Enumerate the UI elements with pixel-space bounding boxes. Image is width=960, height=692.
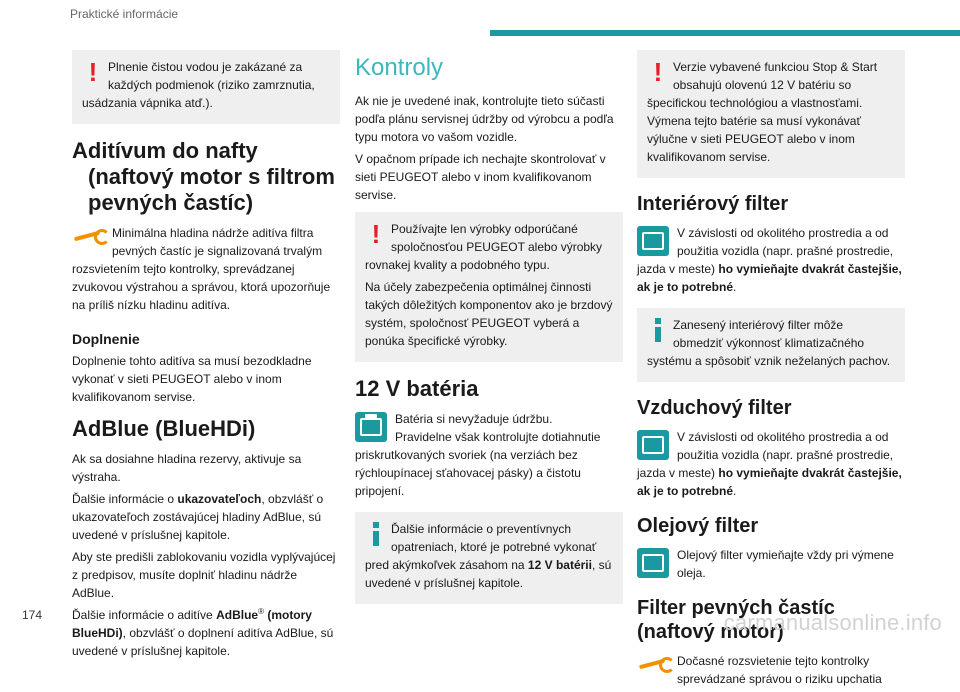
additive-section bbox=[72, 224, 340, 318]
additive-text: Minimálna hladina nádrže aditíva filtra pevných častíc je signalizovaná trvalým rozsvietením tejto kontrolky, sprevádzanej zvukovou výstrahou a správou, ktorá upozorňuje na príliš nízku hladinu aditíva. bbox=[72, 226, 331, 312]
warning-text-products-2: Na účely zabezpečenia optimálnej činnosti takých dôležitých komponentov ako je brzdový systém, spoločnosť PEUGEOT vyberá a ponúka špecifické výrobky. bbox=[365, 280, 613, 348]
cabin-filter-icon bbox=[637, 226, 671, 256]
warning-box-water bbox=[72, 50, 340, 124]
header-accent-bar bbox=[490, 30, 960, 36]
adblue-text-2: Ďalšie informácie o ukazovateľoch, obzvlášť o ukazovateľoch zostávajúcej hladiny AdBlue, sú uvedené v príslušnej kapitole. bbox=[72, 492, 324, 542]
warning-text: Plnenie čistou vodou je zakázané za každých podmienok (riziko zamrznutia, usádzania vápnika atď.). bbox=[82, 60, 315, 110]
column-3 bbox=[637, 50, 905, 692]
info-icon bbox=[647, 316, 669, 344]
adblue-text-4: Ďalšie informácie o aditíve AdBlue® (motory BlueHDi), obzvlášť o doplnení aditíva AdBlue, sú uvedené v príslušnej kapitole. bbox=[72, 607, 334, 658]
watermark: carmanualsonline.info bbox=[723, 610, 942, 635]
warning-box-products bbox=[355, 212, 623, 362]
info-box-cabin bbox=[637, 308, 905, 382]
battery-heading: 12 V batéria bbox=[355, 376, 479, 401]
intro-text-1: Ak nie je uvedené inak, kontrolujte tieto súčasti podľa plánu servisnej údržby od výrobcu a podľa typu motora vo vašom vozidle. bbox=[355, 94, 614, 144]
info-text-battery: Ďalšie informácie o preventívnych opatreniach, ktoré je potrebné vykonať pred akýmkoľvek zásahom na 12 V batérii, sú uvedené v príslušnej kapitole. bbox=[365, 522, 612, 590]
oil-filter-text: Olejový filter vymieňajte vždy pri výmene oleja. bbox=[677, 548, 894, 580]
oil-filter-heading: Olejový filter bbox=[637, 515, 759, 537]
air-filter-text: V závislosti od okolitého prostredia a od použitia vozidla (napr. prašné prostredie, jazda v meste) ho vymieňajte dvakrát častejšie, ak je to potrebné. bbox=[637, 430, 902, 498]
air-filter-heading: Vzduchový filter bbox=[637, 397, 792, 419]
info-box-battery bbox=[355, 512, 623, 604]
info-text-cabin: Zanesený interiérový filter môže obmedziť výkonnosť klimatizačného systému a spôsobiť vznik neželaných pachov. bbox=[647, 318, 891, 368]
warning-icon: ! bbox=[371, 219, 381, 249]
oil-filter-icon bbox=[637, 548, 671, 578]
wrench-icon bbox=[72, 226, 106, 256]
cabin-filter-heading: Interiérový filter bbox=[637, 193, 789, 215]
dpf-text: Dočasné rozsvietenie tejto kontrolky sprevádzané správou o riziku upchatia bbox=[677, 654, 882, 686]
page-number: 174 bbox=[22, 608, 43, 622]
dpf-section bbox=[637, 652, 905, 692]
air-filter-section bbox=[637, 428, 905, 504]
adblue-text-1: Ak sa dosiahne hladina rezervy, aktivuje sa výstraha. bbox=[72, 452, 302, 484]
header-title: Praktické informácie bbox=[70, 7, 179, 21]
dpf-heading: Filter pevných častíc (naftový motor) bbox=[637, 597, 835, 643]
adblue-heading: AdBlue (BlueHDi) bbox=[72, 416, 256, 441]
air-filter-icon bbox=[637, 430, 671, 460]
warning-icon: ! bbox=[653, 57, 663, 87]
battery-icon bbox=[355, 412, 389, 442]
refill-text: Doplnenie tohto aditíva sa musí bezodkladne vykonať v sieti PEUGEOT alebo v inom kvalifikovanom servise. bbox=[72, 354, 312, 404]
warning-text-stopstart: Verzie vybavené funkciou Stop & Start obsahujú olovenú 12 V batériu so špecifickou technológiou a vlastnosťami. Výmena tejto batérie sa musí vykonávať výlučne v sieti PEUGEOT alebo v inom kvalifikovanom servise. bbox=[647, 60, 878, 164]
warning-box-stopstart bbox=[637, 50, 905, 178]
battery-section bbox=[355, 410, 623, 504]
column-2 bbox=[355, 50, 623, 618]
info-icon bbox=[365, 520, 387, 548]
refill-heading: Doplnenie bbox=[72, 331, 140, 347]
battery-text-1: Batéria si nevyžaduje údržbu. bbox=[395, 412, 553, 426]
warning-icon: ! bbox=[88, 57, 98, 87]
warning-text-products-1: Používajte len výrobky odporúčané spoločnosťou PEUGEOT alebo výrobky rovnakej kvality a podobného typu. bbox=[365, 222, 603, 272]
cabin-filter-section bbox=[637, 224, 905, 300]
adblue-text-3: Aby ste predišli zablokovaniu vozidla vyplývajúcej z predpisov, musíte doplniť hladinu nádrže AdBlue. bbox=[72, 550, 336, 600]
cabin-filter-text: V závislosti od okolitého prostredia a od použitia vozidla (napr. prašné prostredie, jazda v meste) ho vymieňajte dvakrát častejšie, ak je to potrebné. bbox=[637, 226, 902, 294]
oil-filter-section bbox=[637, 546, 905, 586]
battery-text-2: Pravidelne však kontrolujte dotiahnutie priskrutkovaných svoriek (na verziách bez rýchloupínacej sťahovacej pásky) a čistotu pripojení. bbox=[355, 430, 601, 498]
wrench-icon bbox=[637, 654, 671, 684]
column-1 bbox=[72, 50, 340, 664]
section-title-kontroly: Kontroly bbox=[355, 54, 444, 81]
additive-heading: Aditívum do nafty (naftový motor s filtrom pevných častíc) bbox=[72, 138, 335, 215]
intro-text-2: V opačnom prípade ich nechajte skontrolovať v sieti PEUGEOT alebo v inom kvalifikovanom servise. bbox=[355, 152, 606, 202]
